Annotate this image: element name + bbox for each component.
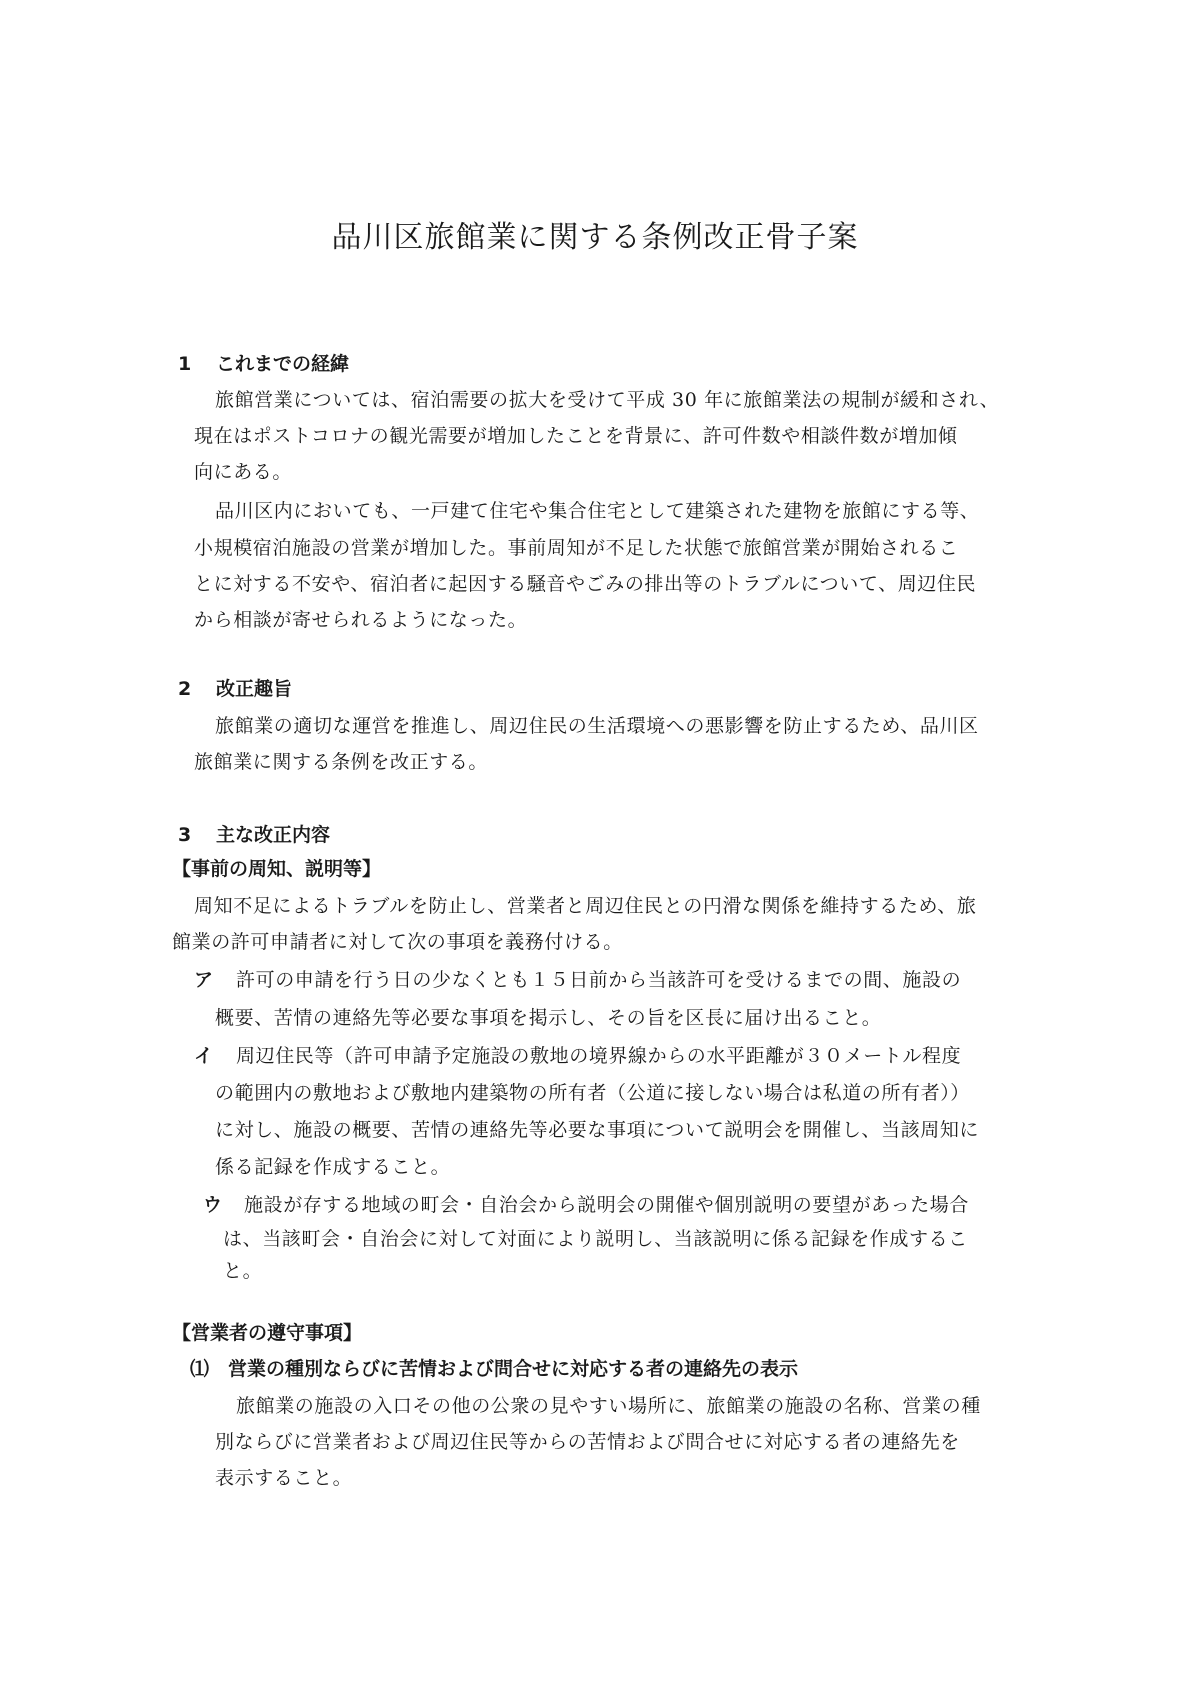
section-1-line: とに対する不安や、宿泊者に起因する騒音やごみの排出等のトラブルについて、周辺住民 <box>194 573 977 595</box>
section-3-number: 3 <box>178 824 192 846</box>
subsection-prior-notice-heading: 【事前の周知、説明等】 <box>172 858 382 880</box>
item-a-label: ア <box>194 969 214 991</box>
item-i-line: に対し、施設の概要、苦情の連絡先等必要な事項について説明会を開催し、当該周知に <box>215 1119 980 1141</box>
item-1-line: 別ならびに営業者および周辺住民等からの苦情および問合せに対応する者の連絡先を <box>215 1431 960 1453</box>
section-2-number: 2 <box>178 678 192 700</box>
section-1-line: 現在はポストコロナの観光需要が増加したことを背景に、許可件数や相談件数が増加傾 <box>194 425 958 447</box>
item-i-line: の範囲内の敷地および敷地内建築物の所有者（公道に接しない場合は私道の所有者）） <box>215 1082 970 1104</box>
item-i-line: 係る記録を作成すること。 <box>215 1156 451 1178</box>
subsection-line: 館業の許可申請者に対して次の事項を義務付ける。 <box>172 931 623 953</box>
item-u-line: と。 <box>223 1260 263 1282</box>
item-a-line: 概要、苦情の連絡先等必要な事項を掲示し、その旨を区長に届け出ること。 <box>215 1007 882 1029</box>
section-1-title: これまでの経緯 <box>216 353 350 375</box>
item-1-line: 表示すること。 <box>215 1467 353 1489</box>
item-u-label: ウ <box>203 1194 223 1216</box>
section-2-title: 改正趣旨 <box>216 678 293 700</box>
item-i-label: イ <box>194 1045 214 1067</box>
item-a-line: 許可の申請を行う日の少なくとも１５日前から当該許可を受けるまでの間、施設の <box>236 969 962 991</box>
section-1-line: から相談が寄せられるようになった。 <box>194 609 528 631</box>
subsection-line: 周知不足によるトラブルを防止し、営業者と周辺住民との円滑な関係を維持するため、旅 <box>194 895 977 917</box>
item-1-title: 営業の種別ならびに苦情および問合せに対応する者の連絡先の表示 <box>228 1358 799 1380</box>
section-1-line: 旅館営業については、宿泊需要の拡大を受けて平成 30 年に旅館業法の規制が緩和され、 <box>215 389 1000 411</box>
section-3-heading <box>178 823 330 847</box>
section-1-number: 1 <box>178 353 192 375</box>
item-i-line: 周辺住民等（許可申請予定施設の敷地の境界線からの水平距離が３０メートル程度 <box>236 1045 962 1067</box>
document-title: 品川区旅館業に関する条例改正骨子案 <box>331 220 859 255</box>
subsection-operator-duties-heading: 【営業者の遵守事項】 <box>172 1322 363 1344</box>
section-2-heading <box>178 677 292 701</box>
section-1-line: 向にある。 <box>194 461 293 483</box>
section-3-title: 主な改正内容 <box>216 824 331 846</box>
item-u-line: 施設が存する地域の町会・自治会から説明会の開催や個別説明の要望があった場合 <box>244 1194 970 1216</box>
item-u-line: は、当該町会・自治会に対して対面により説明し、当該説明に係る記録を作成するこ <box>223 1228 968 1250</box>
section-1-heading <box>178 352 349 376</box>
item-1-line: 旅館業の施設の入口その他の公衆の見やすい場所に、旅館業の施設の名称、営業の種 <box>236 1395 981 1417</box>
section-1-line: 小規模宿泊施設の営業が増加した。事前周知が不足した状態で旅館営業が開始されるこ <box>194 537 959 559</box>
item-1-label: ⑴ <box>190 1358 210 1380</box>
section-2-line: 旅館業の適切な運営を推進し、周辺住民の生活環境への悪影響を防止するため、品川区 <box>215 715 979 737</box>
section-1-line: 品川区内においても、一戸建て住宅や集合住宅として建築された建物を旅館にする等、 <box>215 500 980 522</box>
item-1-heading <box>190 1357 798 1381</box>
section-2-line: 旅館業に関する条例を改正する。 <box>194 751 489 773</box>
